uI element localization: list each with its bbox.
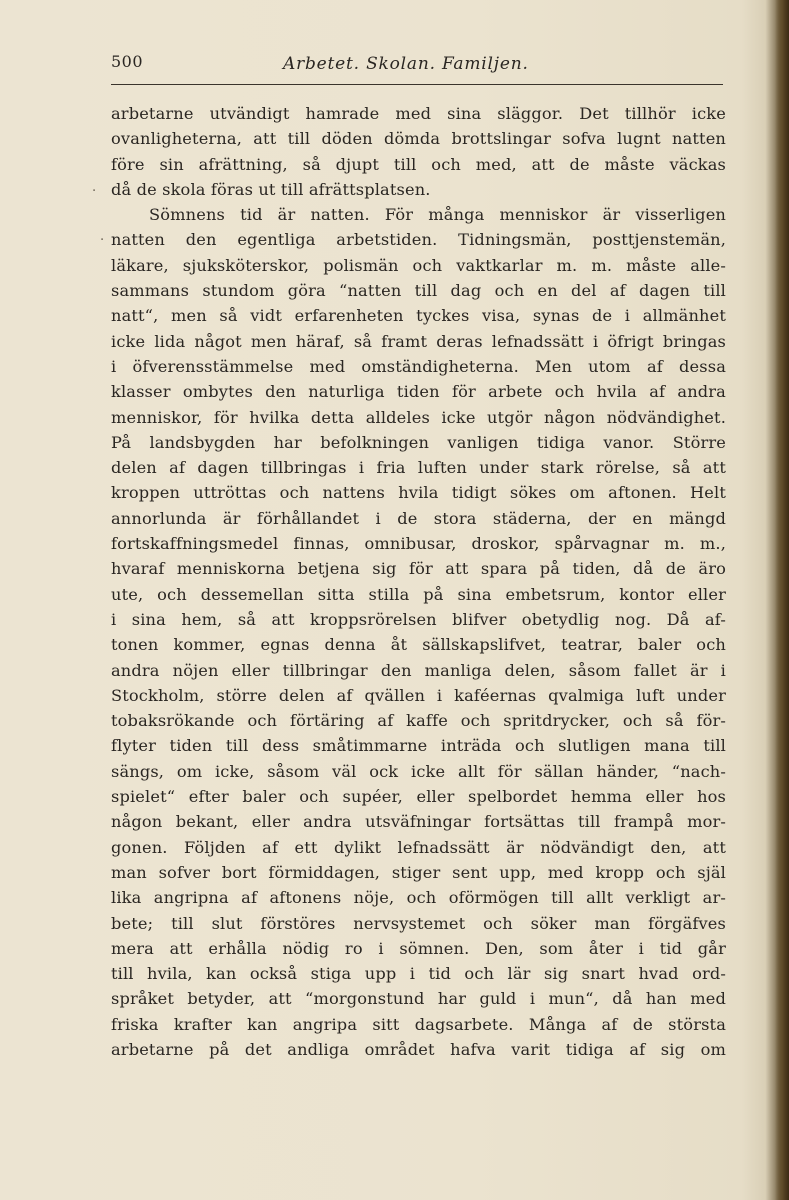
text-line: man sofver bort förmiddagen, stiger sent upp, med kropp och själ [111, 862, 726, 882]
header-rule [111, 84, 723, 85]
text-line: tobaksrökande och förtäring af kaffe och spritdrycker, och så för- [111, 711, 726, 731]
running-title: Arbetet. Skolan. Familjen. [283, 54, 529, 74]
text-line: arbetarne utvändigt hamrade med sina släggor. Det tillhör icke [111, 104, 726, 123]
text-line: delen af dagen tillbringas i fria luften under stark rörelse, så att [111, 458, 726, 478]
text-line: före sin afrättning, så djupt till och med, att de måste väckas [111, 154, 726, 174]
page-header [111, 50, 726, 80]
text-line: lika angripna af aftonens nöje, och oförmögen till allt verkligt ar- [111, 888, 726, 908]
text-line: bete; till slut förstöres nervsystemet och söker man förgäfves [111, 913, 726, 933]
body-text [111, 101, 726, 1062]
text-line: annorlunda är förhållandet i de stora städerna, der en mängd [111, 508, 726, 528]
text-line: På landsbygden har befolkningen vanligen tidiga vanor. Större [111, 432, 726, 452]
text-line: ute, och dessemellan sitta stilla på sina embetsrum, kontor eller [111, 584, 726, 604]
text-line: fortskaffningsmedel finnas, omnibusar, droskor, spårvagnar m. m., [111, 534, 726, 554]
text-line: icke lida något men häraf, så framt deras lefnadssätt i öfrigt bringas [111, 331, 726, 351]
text-line: flyter tiden till dess småtimmarne inträda och slutligen mana till [111, 736, 726, 756]
text-line: i öfverensstämmelse med omständigheterna. Men utom af dessa [111, 356, 726, 376]
text-line: Stockholm, större delen af qvällen i kaféernas qvalmiga luft under [111, 685, 726, 705]
text-line: natt“, men så vidt erfarenheten tyckes visa, synas de i allmänhet [111, 306, 726, 326]
text-line: i sina hem, så att kroppsrörelsen blifver obetydlig nog. Då af- [111, 609, 726, 629]
text-line: tonen kommer, egnas denna åt sällskapslifvet, teatrar, baler och [111, 635, 726, 655]
text-line: sammans stundom göra “natten till dag och en del af dagen till [111, 281, 726, 301]
text-line: menniskor, för hvilka detta alldeles icke utgör någon nödvändighet. [111, 407, 726, 427]
text-line: sängs, om icke, såsom väl ock icke allt för sällan händer, “nach- [111, 761, 726, 781]
text-line: friska krafter kan angripa sitt dagsarbete. Många af de största [111, 1014, 726, 1034]
text-line: läkare, sjuksköterskor, polismän och vaktkarlar m. m. måste alle- [111, 255, 726, 275]
text-line: till hvila, kan också stiga upp i tid och lär sig snart hvad ord- [111, 964, 726, 984]
text-line: kroppen uttröttas och nattens hvila tidigt sökes om aftonen. Helt [111, 483, 726, 503]
text-line: då de skola föras ut till afrättsplatsen. [111, 179, 431, 199]
page-edge-shadow [775, 0, 789, 1200]
text-line: någon bekant, eller andra utsväfningar fortsättas till frampå mor- [111, 812, 726, 832]
text-line: gonen. Följden af ett dylikt lefnadssätt är nödvändigt den, att [111, 837, 726, 857]
text-line: andra nöjen eller tillbringar den manliga delen, såsom fallet är i [111, 660, 726, 680]
text-line: arbetarne på det andliga området hafva varit tidiga af sig om [111, 1039, 726, 1059]
text-line: mera att erhålla nödig ro i sömnen. Den, som åter i tid går [111, 938, 726, 958]
text-line: Sömnens tid är natten. För många menniskor är visserligen [149, 205, 726, 225]
text-line: spielet“ efter baler och supéer, eller spelbordet hemma eller hos [111, 787, 726, 807]
margin-dot: . [92, 180, 97, 195]
text-line: hvaraf menniskorna betjena sig för att spara på tiden, då de äro [111, 559, 726, 579]
text-line: klasser ombytes den naturliga tiden för arbete och hvila af andra [111, 382, 726, 402]
text-line: natten den egentliga arbetstiden. Tidningsmän, posttjenstemän, [111, 230, 726, 250]
page-number: 500 [111, 52, 144, 71]
text-line: språket betyder, att “morgonstund har guld i mun“, då han med [111, 989, 726, 1009]
margin-dot: . [100, 229, 105, 244]
text-line: ovanligheterna, att till döden dömda brottslingar sofva lugnt natten [111, 129, 726, 149]
